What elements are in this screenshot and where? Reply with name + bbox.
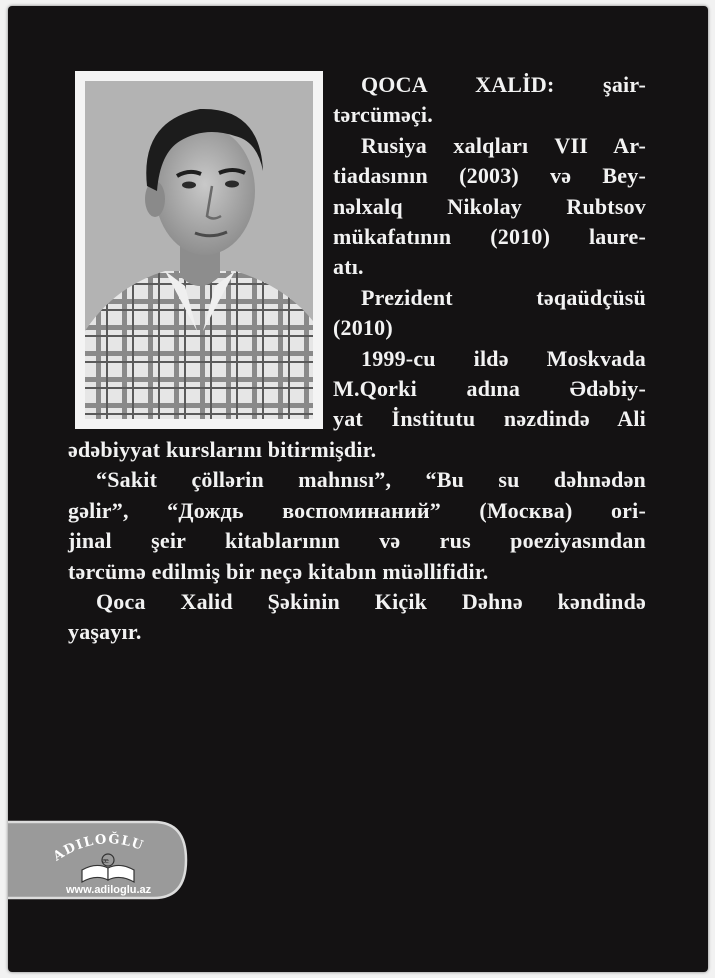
bio-line: gəlir”, “Дождь воспоминаний” (Москва) ori- (68, 497, 646, 523)
bio-line: Qoca Xalid Şəkinin Kiçik Dəhnə kəndində (96, 588, 646, 614)
bio-line: ədəbiyyat kurslarını bitirmişdir. (68, 436, 377, 462)
bio-line: (2010) (333, 315, 393, 341)
bio-line: 1999-cu ildə Moskvada (361, 345, 646, 371)
bio-line: tərcüməçi. (333, 102, 433, 128)
bio-line: tiadasının (2003) və Bey- (333, 163, 646, 189)
bio-line: yat İnstitutu nəzdində Ali (333, 406, 646, 432)
publisher-badge[interactable] (8, 816, 192, 904)
bio-line: nəlxalq Nikolay Rubtsov (333, 193, 646, 219)
publisher-url[interactable]: www.adiloglu.az (66, 884, 152, 896)
bio-line: QOCA XALİD: şair- (361, 72, 646, 97)
bio-line: Prezident təqaüdçüsü (361, 284, 646, 310)
bio-line: tərcümə edilmiş bir neçə kitabın müəllifidir. (68, 558, 489, 584)
bio-line: jinal şeir kitablarının və rus poeziyasından (68, 528, 646, 554)
bio-line: M.Qorki adına Ədəbiy- (333, 376, 646, 402)
bio-line: mükafatının (2010) laure- (333, 224, 646, 250)
author-biography (68, 70, 646, 648)
publisher-name: ADILOĞLU (50, 832, 147, 865)
bio-line: Rusiya xalqları VII Ar- (361, 132, 646, 158)
svg-text:æ: æ (102, 857, 109, 865)
bio-line: “Sakit çöllərin mahnısı”, “Bu su dəhnədən (96, 467, 646, 493)
bio-line: yaşayır. (68, 619, 142, 645)
book-back-cover (8, 6, 708, 972)
bio-line: atı. (333, 254, 364, 280)
